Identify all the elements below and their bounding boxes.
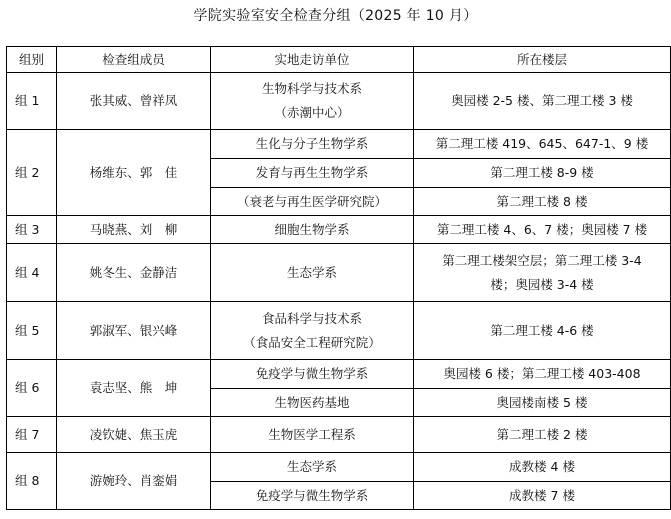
group-label: 组 2	[7, 130, 57, 216]
unit-cell: 细胞生物学系	[211, 216, 414, 244]
floor-cell: 奥园楼 2-5 楼、第二理工楼 3 楼	[414, 73, 671, 130]
floor-cell: 第二理工楼 8 楼	[414, 188, 671, 216]
floor-cell: 奥园楼 6 楼；第二理工楼 403-408	[414, 360, 671, 389]
group-label: 组 5	[7, 302, 57, 360]
group-label: 组 4	[7, 244, 57, 302]
unit-cell: 发育与再生生物学系	[211, 159, 414, 188]
unit-subname: （赤潮中心）	[274, 105, 350, 120]
floor-cell: 第二理工楼 4、6、7 楼；奥园楼 7 楼	[414, 216, 671, 244]
table-row	[7, 453, 671, 482]
header-members: 检查组成员	[57, 47, 211, 73]
floor-cell: 成教楼 4 楼	[414, 453, 671, 482]
unit-cell: 免疫学与微生物学系	[211, 482, 414, 510]
unit-cell: 生态学系	[211, 453, 414, 482]
table-row	[7, 73, 671, 130]
header-group: 组别	[7, 47, 57, 73]
table-row	[7, 216, 671, 244]
floor-cell: 第二理工楼 4-6 楼	[414, 302, 671, 360]
header-unit: 实地走访单位	[211, 47, 414, 73]
table-row	[7, 360, 671, 389]
header-floor: 所在楼层	[414, 47, 671, 73]
floor-cell: 第二理工楼 419、645、647-1、9 楼	[414, 130, 671, 159]
table-row	[7, 302, 671, 360]
group-members: 张其威、曾祥凤	[57, 73, 211, 130]
floor-cell: 第二理工楼 2 楼	[414, 417, 671, 453]
group-label: 组 6	[7, 360, 57, 417]
table-row	[7, 417, 671, 453]
unit-cell: 免疫学与微生物学系	[211, 360, 414, 389]
unit-cell: （衰老与再生医学研究院）	[211, 188, 414, 216]
floor-cell: 第二理工楼 8-9 楼	[414, 159, 671, 188]
floor-cell: 成教楼 7 楼	[414, 482, 671, 510]
unit-subname: （食品安全工程研究院）	[243, 334, 381, 350]
group-members: 马晓燕、刘 柳	[57, 216, 211, 244]
unit-cell: 生态学系	[211, 244, 414, 302]
group-label: 组 3	[7, 216, 57, 244]
group-members: 凌钦婕、焦玉虎	[57, 417, 211, 453]
floor-cell	[414, 244, 671, 302]
unit-cell: 生物医药基地	[211, 389, 414, 417]
floor-line-2: 楼；奥园楼 3-4 楼	[490, 276, 594, 292]
group-members: 袁志坚、熊 坤	[57, 360, 211, 417]
table-header-row	[7, 47, 671, 73]
inspection-schedule-table	[6, 46, 671, 510]
table-row	[7, 130, 671, 159]
group-label: 组 1	[7, 73, 57, 130]
unit-cell	[211, 73, 414, 130]
group-label: 组 8	[7, 453, 57, 510]
unit-name: 生物科学与技术系	[261, 81, 362, 96]
group-members: 郭淑军、银兴峰	[57, 302, 211, 360]
group-members: 姚冬生、金静洁	[57, 244, 211, 302]
unit-cell: 生物医学工程系	[211, 417, 414, 453]
floor-line-1: 第二理工楼架空层；第二理工楼 3-4	[442, 252, 642, 268]
group-label: 组 7	[7, 417, 57, 453]
unit-name: 食品科学与技术系	[261, 310, 362, 326]
unit-cell: 生化与分子生物学系	[211, 130, 414, 159]
document-title: 学院实验室安全检查分组（2025 年 10 月）	[193, 8, 478, 24]
group-members: 游婉玲、肖銮娟	[57, 453, 211, 510]
group-members: 杨维东、郭 佳	[57, 130, 211, 216]
table-row	[7, 244, 671, 302]
floor-cell: 奥园楼南楼 5 楼	[414, 389, 671, 417]
unit-cell	[211, 302, 414, 360]
